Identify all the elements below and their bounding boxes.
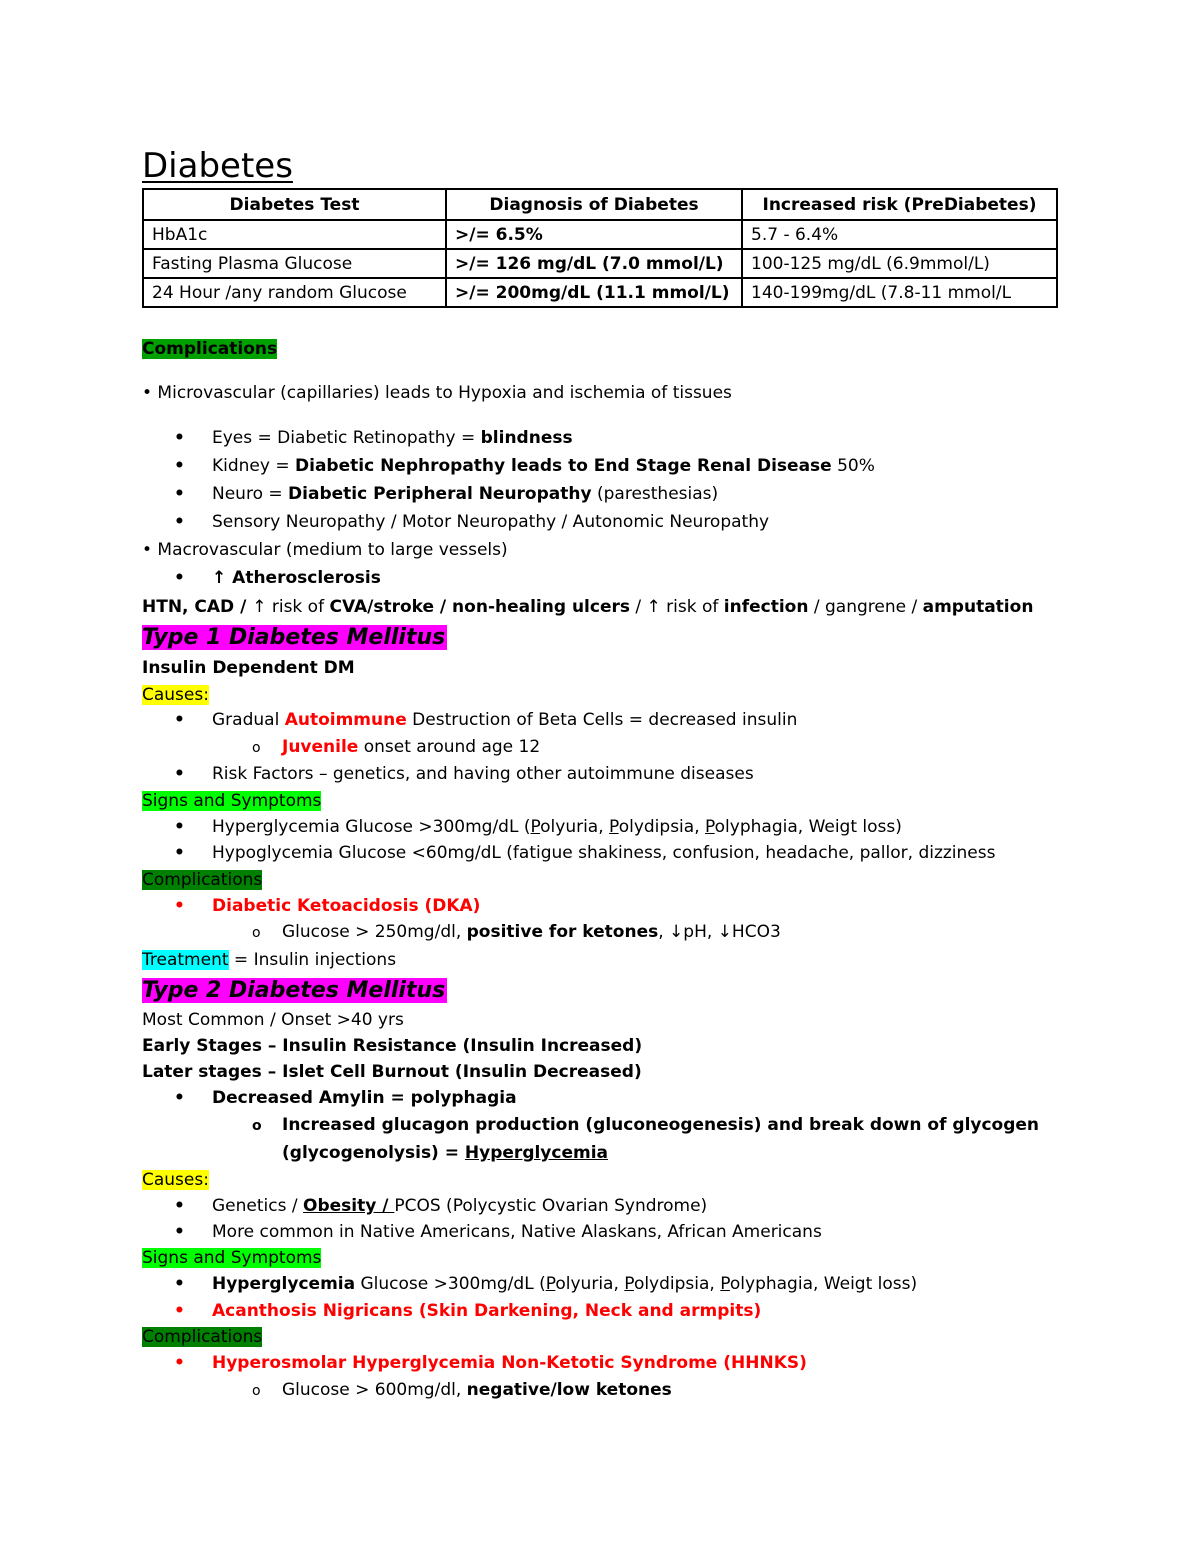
table-header: Diabetes Test (143, 189, 446, 220)
hyper-text: olydipsia, (618, 817, 705, 837)
autoimmune-text: Autoimmune (284, 710, 407, 730)
complications-label: Complications (142, 339, 278, 359)
p-letter: P (624, 1274, 634, 1294)
list-item (212, 483, 718, 505)
cva-text: CVA/stroke / non-healing ulcers (329, 597, 630, 617)
hyper-text: Glucose >300mg/dL ( (355, 1274, 546, 1294)
ph-text: , ↓pH, ↓HCO3 (658, 922, 781, 942)
list-item: • Sensory Neuropathy / Motor Neuropathy / Autonomic Neuropathy (212, 511, 769, 533)
ketones-text: negative/low ketones (466, 1380, 672, 1400)
table-row (143, 278, 1057, 307)
common-line: Most Common / Onset >40 yrs (142, 1010, 404, 1030)
list-item (212, 1195, 707, 1217)
complications-label: Complications (142, 1327, 263, 1347)
list-item: • Risk Factors – genetics, and having other autoimmune diseases (212, 763, 754, 785)
table-cell: 100-125 mg/dL (6.9mmol/L) (742, 249, 1057, 278)
list-item (212, 427, 573, 449)
type2-heading (142, 977, 447, 1006)
later-stages-line: Later stages – Islet Cell Burnout (Insulin Decreased) (142, 1062, 642, 1082)
p-letter: P (545, 1274, 556, 1294)
list-item-continued (282, 1142, 608, 1164)
glucose-text: Glucose > 250mg/dl, (282, 922, 467, 942)
destruction-text: Destruction of Beta Cells = decreased insulin (406, 710, 798, 730)
table-cell: 140-199mg/dL (7.8-11 mmol/L (742, 278, 1057, 307)
neuropathy-text: Diabetic Peripheral Neuropathy (288, 484, 592, 504)
eyes-text: Eyes = Diabetic Retinopathy = (212, 428, 481, 448)
obesity-text: Obesity / (303, 1196, 395, 1216)
diagnosis-table (142, 188, 1058, 308)
glycogenolysis-text: (glycogenolysis) = (282, 1143, 465, 1163)
list-item (212, 709, 797, 731)
treatment-line (142, 949, 396, 971)
treatment-text: = Insulin injections (228, 950, 397, 970)
complications-heading (142, 869, 262, 891)
signs-label: Signs and Symptoms (142, 791, 322, 811)
complications-label: Complications (142, 870, 263, 890)
table-cell: >/= 126 mg/dL (7.0 mmol/L) (446, 249, 742, 278)
causes-heading (142, 684, 209, 706)
complications-heading (142, 1326, 262, 1348)
list-item (212, 455, 875, 477)
hyper-text: olyphagia, Weigt loss) (729, 1274, 918, 1294)
causes-label: Causes: (142, 1170, 209, 1190)
list-item: • Acanthosis Nigricans (Skin Darkening, Neck and armpits) (212, 1300, 761, 1322)
table-row (143, 249, 1057, 278)
table-header-row (143, 189, 1057, 220)
htn-text: HTN, CAD / (142, 597, 253, 617)
hyperglycemia-text: Hyperglycemia (464, 1143, 609, 1163)
type1-subtitle: Insulin Dependent DM (142, 658, 355, 678)
table-cell: 24 Hour /any random Glucose (143, 278, 446, 307)
list-item (282, 736, 540, 758)
hyperglycemia-text: Hyperglycemia (212, 1274, 356, 1294)
blindness-text: blindness (480, 428, 573, 448)
treatment-label: Treatment (142, 950, 229, 970)
hyper-text: olyphagia, Weigt loss) (714, 817, 902, 837)
list-item (212, 1273, 917, 1295)
gradual-text: Gradual (212, 710, 285, 730)
list-item (282, 1379, 672, 1401)
hyper-text: olyuria, (540, 817, 610, 837)
macrovascular-line: • Macrovascular (medium to large vessels) (142, 540, 508, 560)
p-letter: P (609, 817, 619, 837)
list-item: o Increased glucagon production (gluconeogenesis) and break down of glycogen (282, 1114, 1039, 1136)
list-item: • ↑ Atherosclerosis (212, 567, 381, 589)
list-item: • Hyperosmolar Hyperglycemia Non-Ketotic Syndrome (HHNKS) (212, 1352, 807, 1374)
hyper-text: olyuria, (555, 1274, 625, 1294)
type1-title: Type 1 Diabetes Mellitus (142, 625, 446, 650)
type1-heading (142, 624, 447, 653)
page-title: Diabetes (142, 146, 293, 186)
ketones-text: positive for ketones (466, 922, 659, 942)
gangrene-text: / gangrene / (808, 597, 923, 617)
juvenile-text: Juvenile (282, 737, 359, 757)
kidney-text: Kidney = (212, 456, 296, 476)
neuro-text: Neuro = (212, 484, 289, 504)
signs-label: Signs and Symptoms (142, 1248, 322, 1268)
htn-line (142, 596, 1033, 618)
microvascular-line: • Microvascular (capillaries) leads to Hypoxia and ischemia of tissues (142, 383, 732, 403)
table-header: Diagnosis of Diabetes (446, 189, 742, 220)
type2-title: Type 2 Diabetes Mellitus (142, 978, 446, 1003)
table-cell: >/= 6.5% (446, 220, 742, 249)
glucose-text: Glucose > 600mg/dl, (282, 1380, 467, 1400)
p-letter: P (530, 817, 541, 837)
table-row (143, 220, 1057, 249)
genetics-text: Genetics / (212, 1196, 303, 1216)
list-item (212, 816, 902, 838)
hyper-text: Hyperglycemia Glucose >300mg/dL ( (212, 817, 531, 837)
risk-text: ↑ risk of (252, 597, 330, 617)
list-item: • Diabetic Ketoacidosis (DKA) (212, 895, 480, 917)
complications-heading (142, 338, 277, 360)
onset-text: onset around age 12 (358, 737, 541, 757)
amputation-text: amputation (922, 597, 1034, 617)
p-letter: P (720, 1274, 730, 1294)
paresthesias-text: (paresthesias) (591, 484, 719, 504)
pcos-text: PCOS (Polycystic Ovarian Syndrome) (394, 1196, 708, 1216)
signs-heading (142, 790, 321, 812)
table-cell: Fasting Plasma Glucose (143, 249, 446, 278)
p-letter: P (705, 817, 715, 837)
table-header: Increased risk (PreDiabetes) (742, 189, 1057, 220)
table-cell: 5.7 - 6.4% (742, 220, 1057, 249)
percent-text: 50% (831, 456, 875, 476)
table-cell: HbA1c (143, 220, 446, 249)
list-item: • More common in Native Americans, Native Alaskans, African Americans (212, 1221, 822, 1243)
early-stages-line: Early Stages – Insulin Resistance (Insulin Increased) (142, 1036, 643, 1056)
infection-text: infection (723, 597, 809, 617)
signs-heading (142, 1247, 321, 1269)
table-cell: >/= 200mg/dL (11.1 mmol/L) (446, 278, 742, 307)
causes-heading (142, 1169, 209, 1191)
list-item: • Hypoglycemia Glucose <60mg/dL (fatigue shakiness, confusion, headache, pallor, dizziness (212, 842, 995, 864)
nephropathy-text: Diabetic Nephropathy leads to End Stage Renal Disease (295, 456, 832, 476)
hyper-text: olydipsia, (633, 1274, 721, 1294)
causes-label: Causes: (142, 685, 209, 705)
risk-text: / ↑ risk of (630, 597, 724, 617)
list-item: • Decreased Amylin = polyphagia (212, 1087, 517, 1109)
list-item (282, 921, 781, 943)
